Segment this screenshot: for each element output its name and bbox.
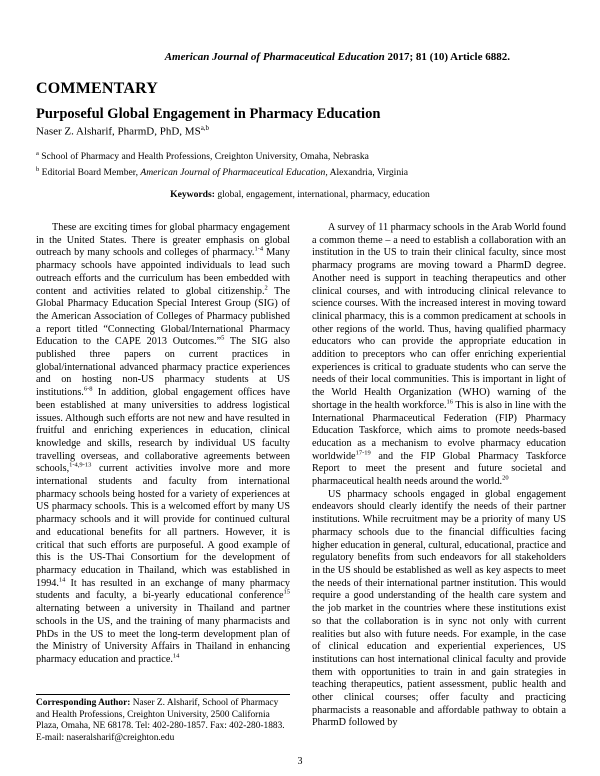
affiliation-a xyxy=(36,148,408,164)
citation-ref: 17-19 xyxy=(355,449,371,457)
affiliation-b xyxy=(36,164,408,180)
body-paragraph: These are exciting times for global pharmacy engagement in the United States. There is greater emphasis on global outreach by many schools and colleges of pharmacy.$^{1-4}$ Many pharmacy schools have appointed individuals to lead such outreach efforts and the curriculum has been embedded with content and activities related to global citizenship.$^2$ The Global Pharmacy Education Special Interest Group (SIG) of the American Association of Colleges of Pharmacy published a report titled “Connecting Global/International Pharmacy Education to the CAPE 2013 Outcomes.”$^5$ The SIG also published three papers on current practices in global/international advanced pharmacy practice experiences and on hosting non-US pharmacy students at US institutions.$^{6-8}$ In addition, global engagement offices have been established at many universities to address logistical issues. Although such efforts are not new and have resulted in fruitful and enriching experiences in education, clinical knowledge and skills, research by individual US faculty travelling overseas, and collaborative agreements between schools,$^{1-4,9-13}$ current activities involve more and more international students and faculty from international pharmacy schools being hosted for a variety of experiences at US pharmacy schools. This is a welcomed effort by many US pharmacy schools and it will provide for continued cultural and educational benefits for all partners. However, it is critical that such efforts are purposeful. A good example of this is the US-Thai Consortium for the development of pharmacy education in Thailand, which was established in 1994.14 It has resulted in an exchange of many pharmacy students and faculty, a bi-yearly educational conference$^{15}$ alternating between a university in Thailand and partner schools in the US, and the training of many pharmacists and PhDs in the US to meet the long-term development plan of the Ministry of University Affairs in Thailand in enhancing pharmacy education and practice.$^{14}$ xyxy=(36,222,291,665)
citation-ref: 1-4,9-13 xyxy=(69,461,92,469)
corresponding-text: Naser Z. Alsharif, School of Pharmacy and Health Professions, Creighton University, 2500 California Plaza, Omaha, NE 68178. Tel: 402-280-1857. Fax: 402-280-1883. E-mail: naseralsharif@creighton.edu xyxy=(36,698,285,743)
affiliations xyxy=(36,148,408,179)
left-column xyxy=(36,222,290,667)
citation-ref: 16 xyxy=(446,398,454,406)
affiliation-mark: a xyxy=(36,150,39,157)
corresponding-label: Corresponding Author: xyxy=(36,698,131,708)
citation-ref: 20 xyxy=(502,474,509,482)
journal-citation: 2017; 81 (10) Article 6882. xyxy=(387,51,510,63)
page-number: 3 xyxy=(297,756,303,767)
affiliation-journal: American Journal of Pharmaceutical Education xyxy=(140,166,326,178)
section-label: COMMENTARY xyxy=(36,80,159,97)
journal-name: American Journal of Pharmaceutical Education xyxy=(164,51,385,63)
affiliation-mark: b xyxy=(36,165,40,173)
citation-ref: 15 xyxy=(283,589,290,596)
right-column xyxy=(312,222,566,730)
author-name: Naser Z. Alsharif, PharmD, PhD, MS xyxy=(36,125,201,138)
footnote-rule xyxy=(36,694,290,695)
author-affil-marks: a,b xyxy=(200,124,210,132)
citation-ref: 14 xyxy=(172,652,180,660)
article-title: Purposeful Global Engagement in Pharmacy Education xyxy=(36,106,381,122)
keywords-label: Keywords: xyxy=(170,189,215,200)
affiliation-text-after: , Alexandria, Virginia xyxy=(325,166,409,178)
author-line xyxy=(36,124,209,138)
affiliation-text: School of Pharmacy and Health Professions, Creighton University, Omaha, Nebraska xyxy=(41,151,369,163)
body-paragraph: A survey of 11 pharmacy schools in the Arab World found a common theme – a need to establish a collaboration with an institution in the US to train their clinical faculty, since most pharmacy programs are moving toward a PharmD degree. Another need is support in teaching therapeutics and other clinical courses, and with introducing clinical relevance to science courses. With the increased interest in moving toward clinical pharmacy, this is a common predicament at schools in other regions of the world. Thus, having qualified pharmacy educators who can provide the appropriate education in addition to preceptors who can offer enriching experiential experiences is critical to graduate students who can serve the needs of their local communities. This is important in light of the World Health Organization (WHO) warning of the shortage in the health workforce.$^{16}$ This is also in line with the International Pharmaceutical Federation (FIP) Pharmacy Education Taskforce, which aims to promote needs-based education as a mechanism to evolve pharmacy education worldwide$^{17-19}$ and the FIP Global Pharmacy Taskforce Report to meet the present and future societal and pharmaceutical health needs around the world.$^{20}$ xyxy=(312,222,566,488)
body-paragraph: US pharmacy schools engaged in global engagement endeavors should clearly identify the needs of their partner institutions. While recruitment may be a priority of many US pharmacy schools due to the financial difficulties facing higher education in general, cultural, educational, practice and regulatory benefits from such endeavors for all stakeholders in the US should be established as well as key aspects to meet the needs of their international partner institution. This would require a good understanding of the health care system and the job market in the countries where these institutions exist so that the collaboration is in sync not only with current realities but also with future needs. For example, in the case of clinical education and experiential experiences, US institutions can host international clinical faculty and provide them with opportunities to train in and gain strategies in teaching therapeutics, patient assessment, public health and other clinical courses; offer faculty and practicing pharmacists a reasonable and affordable pathway to obtain a PharmD followed by xyxy=(312,488,567,729)
citation-ref: 6-8 xyxy=(83,385,93,393)
affiliation-text: Editorial Board Member, xyxy=(41,166,141,178)
journal-header xyxy=(165,51,510,63)
citation-ref: 5 xyxy=(221,334,225,342)
citation-ref: 2 xyxy=(264,284,268,292)
keywords xyxy=(0,189,600,200)
keywords-text: global, engagement, international, pharmacy, education xyxy=(217,189,430,200)
corresponding-author xyxy=(36,698,290,744)
citation-ref: 1-4 xyxy=(254,246,264,254)
citation-ref: 14 xyxy=(58,576,66,584)
